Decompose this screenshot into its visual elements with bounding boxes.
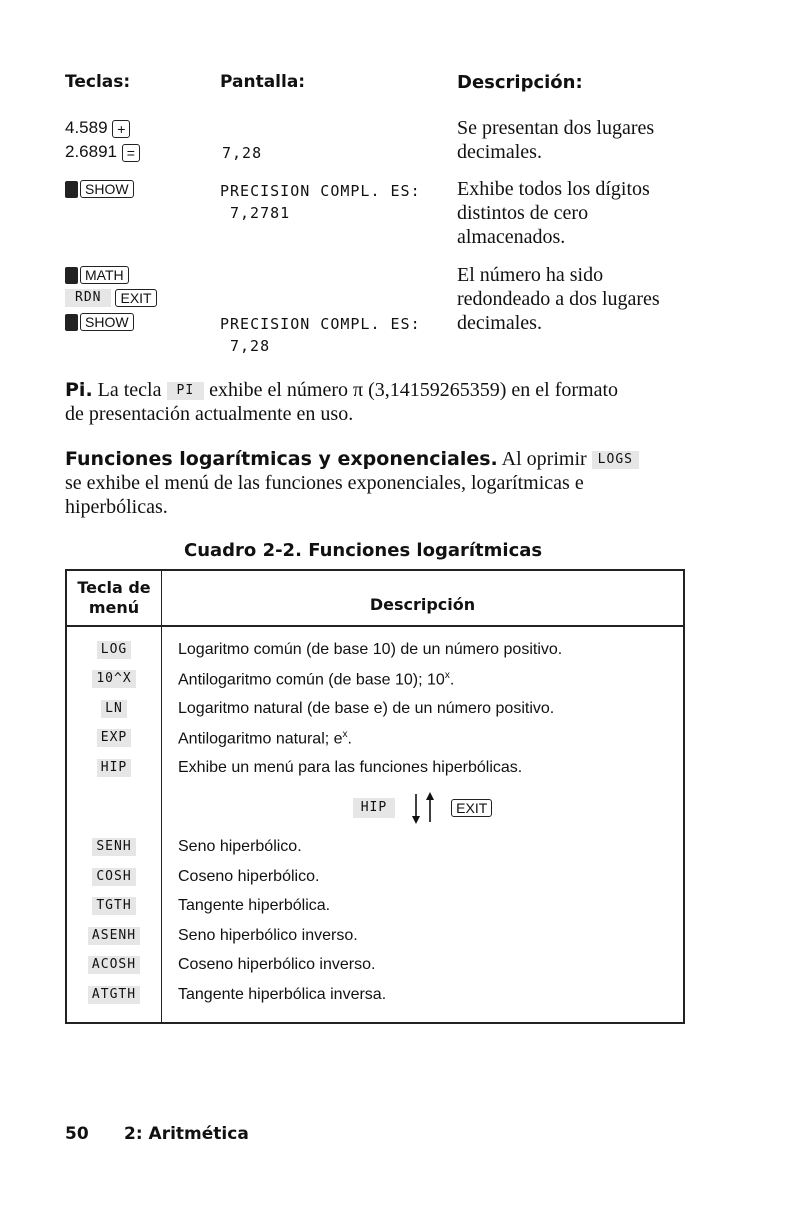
softkey-cosh: COSH [92, 868, 135, 886]
display-line: PRECISION COMPL. ES: [220, 182, 421, 200]
log-text: Al oprimir [497, 448, 592, 470]
col-header-desc [162, 570, 685, 626]
row-desc: Seno hiperbólico. [178, 838, 302, 856]
softkey-log: LOG [97, 641, 131, 659]
softkey-asenh: ASENH [88, 927, 140, 945]
row-desc [162, 665, 685, 695]
display-value: 7,28 [222, 144, 263, 162]
display-precision-2 [220, 315, 421, 355]
softkey-atgth: ATGTH [88, 986, 140, 1004]
desc-line: distintos de cero [457, 202, 589, 224]
header-teclas: Teclas: [65, 72, 131, 92]
key-exit-nav: EXIT [451, 799, 492, 817]
step-1-desc [457, 116, 654, 164]
log-text-line2: se exhibe el menú de las funciones exponenciales, logarítmicas e [65, 472, 584, 494]
pi-text: exhibe el número π (3,14159265359) en el formato [204, 379, 619, 401]
row-desc: Coseno hiperbólico inverso. [178, 956, 376, 974]
row-desc: Logaritmo común (de base 10) de un número positivo. [178, 640, 563, 658]
step-3-keys [65, 180, 134, 198]
row-desc-sup: x [342, 728, 348, 740]
table-row [66, 892, 684, 922]
softkey-rdn: RDN [65, 289, 111, 307]
table-row [66, 635, 684, 665]
shift-key-icon [65, 314, 78, 331]
row-desc: Coseno hiperbólico. [178, 867, 320, 885]
desc-line: Se presentan dos lugares [457, 117, 655, 139]
softkey-senh: SENH [92, 838, 135, 856]
page-number: 50 [65, 1124, 89, 1144]
key-show: SHOW [80, 180, 134, 198]
display-line: PRECISION COMPL. ES: [220, 315, 421, 333]
step-4-key-rdn [65, 289, 157, 307]
row-desc: Seno hiperbólico inverso. [178, 926, 358, 944]
table-row [66, 724, 684, 754]
key-plus: + [112, 120, 130, 138]
step-1-keys [65, 118, 130, 138]
chapter-title: 2: Aritmética [124, 1124, 249, 1144]
display-line: 7,2781 [230, 204, 291, 222]
step-3-desc [457, 177, 650, 249]
softkey-exp: EXP [97, 729, 131, 747]
table-row [66, 980, 684, 1010]
desc-line: almacenados. [457, 226, 566, 248]
table-row [66, 833, 684, 863]
step-2-keys [65, 142, 140, 162]
row-desc: Logaritmo natural (de base e) de un número positivo. [178, 699, 555, 717]
desc-line: redondeado a dos lugares [457, 288, 660, 310]
col-header-text: Descripción [369, 595, 476, 614]
table-row [66, 665, 684, 695]
softkey-ln: LN [101, 700, 127, 718]
key-number: 2.6891 [65, 142, 117, 161]
key-exit: EXIT [115, 289, 156, 307]
table-row [66, 921, 684, 951]
table-row [66, 694, 684, 724]
header-descripcion: Descripción: [457, 72, 583, 93]
nav-indicator [162, 783, 685, 833]
display-precision [220, 182, 421, 222]
pi-text-line2: de presentación actualmente en uso. [65, 403, 354, 425]
pi-lead: Pi. [65, 379, 93, 401]
table-row [66, 753, 684, 783]
softkey-hip: HIP [97, 759, 131, 777]
step-4-desc [457, 263, 660, 335]
softkey-acosh: ACOSH [88, 956, 140, 974]
row-desc-tail: . [347, 729, 352, 747]
display-line: 7,28 [230, 337, 271, 355]
pi-text: La tecla [92, 379, 167, 401]
table-row [66, 862, 684, 892]
desc-line: Exhibe todos los dígitos [457, 178, 650, 200]
row-desc [162, 724, 685, 754]
key-equals: = [122, 144, 140, 162]
pi-paragraph [65, 378, 705, 426]
col-header-line: Tecla de [77, 578, 151, 597]
softkey-tgth: TGTH [92, 897, 135, 915]
log-paragraph [65, 447, 725, 519]
desc-line: El número ha sido [457, 264, 604, 286]
step-4-key-show [65, 313, 134, 331]
row-desc: Tangente hiperbólica inversa. [178, 985, 387, 1003]
key-show: SHOW [80, 313, 134, 331]
row-desc: Exhibe un menú para las funciones hiperbólicas. [178, 758, 523, 776]
key-number: 4.589 [65, 118, 108, 137]
table-title: Cuadro 2-2. Funciones logarítmicas [184, 540, 543, 561]
step-4-key-math [65, 266, 129, 284]
nav-row [66, 783, 684, 833]
table-header-row [66, 570, 684, 626]
header-pantalla: Pantalla: [220, 72, 306, 92]
row-desc: Tangente hiperbólica. [178, 897, 331, 915]
desc-line: decimales. [457, 312, 542, 334]
softkey-10x: 10^X [92, 670, 135, 688]
col-header-line: menú [88, 598, 140, 617]
log-functions-table [65, 569, 685, 1024]
key-math: MATH [80, 266, 129, 284]
softkey-pi: PI [167, 382, 205, 400]
shift-key-icon [65, 181, 78, 198]
softkey-hip-nav: HIP [353, 798, 395, 818]
desc-line: decimales. [457, 141, 542, 163]
table-row [66, 951, 684, 981]
log-lead: Funciones logarítmicas y exponenciales. [65, 448, 498, 470]
shift-key-icon [65, 267, 78, 284]
softkey-logs: LOGS [592, 451, 639, 469]
row-desc-text: Antilogaritmo natural; e [178, 729, 343, 747]
row-desc-text: Antilogaritmo común (de base 10); 10 [178, 670, 445, 688]
row-desc-sup: x [444, 669, 450, 681]
col-header-key [66, 570, 162, 626]
row-desc-tail: . [449, 670, 455, 688]
log-text-line3: hiperbólicas. [65, 496, 168, 518]
up-down-arrows-icon [403, 788, 443, 828]
